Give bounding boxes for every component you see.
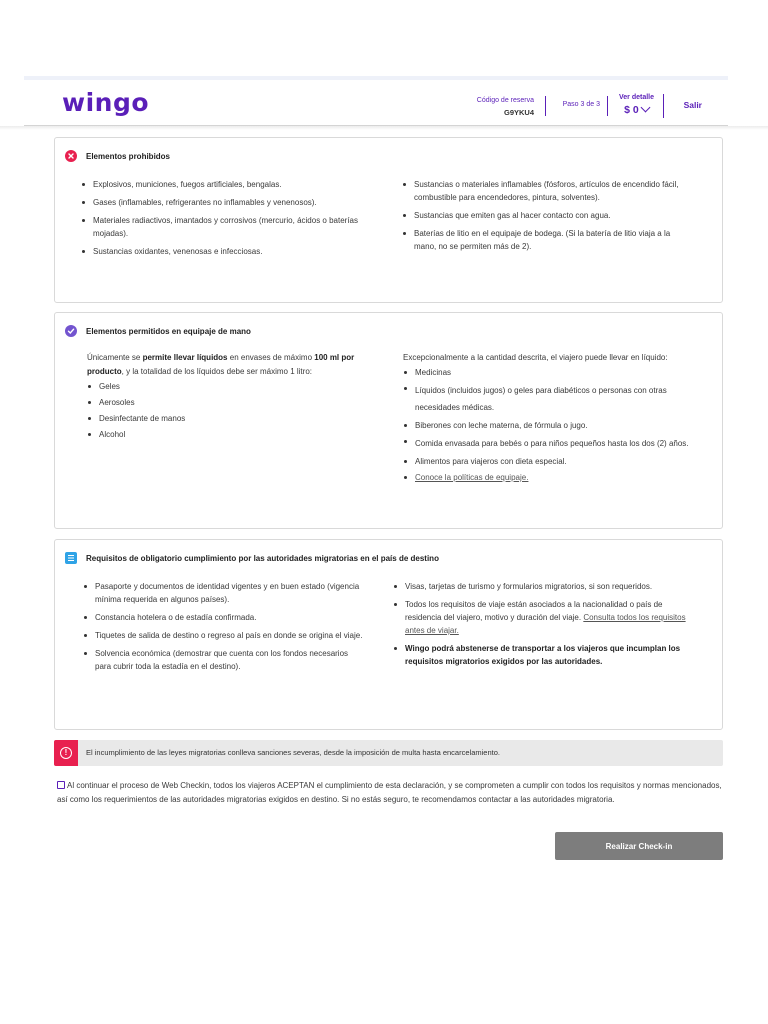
view-detail-button[interactable]	[619, 91, 654, 117]
list-item: Medicinas	[403, 366, 693, 379]
declaration	[57, 779, 723, 807]
list-item: Sustancias que emiten gas al hacer contacto con agua.	[402, 209, 692, 222]
prohibited-left-list	[81, 178, 371, 263]
booking-code-block	[477, 95, 534, 119]
luggage-policy-link[interactable]: Conoce la políticas de equipaje.	[415, 473, 529, 482]
close-circle-icon	[65, 150, 77, 162]
list-item: Todos los requisitos de viaje están asociados a la nacionalidad o país de residencia del viajero, motivo y duración del viaje. Consulta todos los requisitos antes de viajar.	[393, 598, 688, 637]
step-indicator: Paso 3 de 3	[562, 101, 600, 108]
separator	[607, 96, 608, 116]
booking-code: G9YKU4	[503, 108, 534, 117]
list-item: Sustancias oxidantes, venenosas e infecciosas.	[81, 245, 371, 258]
checkin-button[interactable]: Realizar Check-in	[555, 832, 723, 860]
accept-declaration-checkbox[interactable]	[57, 781, 65, 789]
allowed-left-column	[87, 351, 372, 444]
exceptions-intro: Excepcionalmente a la cantidad descrita, el viajero puede llevar en líquido:	[403, 353, 668, 362]
list-item: Alcohol	[87, 428, 372, 441]
alert-icon: !	[54, 740, 78, 766]
list-item: Biberones con leche materna, de fórmula o jugo.	[403, 419, 693, 432]
list-item: Comida envasada para bebés o para niños pequeños hasta los dos (2) años.	[403, 435, 693, 452]
card-title: Elementos permitidos en equipaje de mano	[86, 326, 251, 336]
list-item: Solvencia económica (demostrar que cuenta con los fondos necesarios para cubrir toda la estadía en el destino).	[83, 647, 365, 673]
list-icon	[65, 552, 77, 564]
card-header	[65, 325, 251, 337]
allowed-right-column	[403, 351, 693, 487]
migration-requirements-card	[54, 539, 723, 730]
requirements-link[interactable]: Consulta todos los requisitos antes de viajar.	[405, 613, 686, 635]
alert-text: El incumplimiento de las leyes migratorias conlleva sanciones severas, desde la imposición de multa hasta encarcelamiento.	[86, 748, 500, 757]
list-item: Constancia hotelera o de estadía confirmada.	[83, 611, 365, 624]
liquids-rule: Únicamente se permite llevar líquidos en envases de máximo 100 ml por producto, y la totalidad de los líquidos debe ser máximo 1 litro:	[87, 353, 355, 376]
list-item: Desinfectante de manos	[87, 412, 372, 425]
chevron-down-icon	[640, 103, 650, 113]
separator	[663, 94, 664, 118]
list-item: Explosivos, municiones, fuegos artificiales, bengalas.	[81, 178, 371, 191]
list-item: Baterías de litio en el equipaje de bodega. (Si la batería de litio viaja a la mano, no se permiten más de 2).	[402, 227, 692, 253]
card-title: Elementos prohibidos	[86, 151, 171, 161]
list-item: Aerosoles	[87, 396, 372, 409]
card-title: Requisitos de obligatorio cumplimiento por las autoridades migratorias en el país de destino	[86, 553, 439, 563]
prohibited-items-card	[54, 137, 723, 303]
view-detail-label: Ver detalle	[618, 94, 654, 101]
list-item: Líquidos (incluidos jugos) o geles para diabéticos o personas con otras necesidades médicas.	[403, 382, 693, 416]
list-item: Materiales radiactivos, imantados y corrosivos (mercurio, ácidos o baterías mojadas).	[81, 214, 371, 240]
header	[24, 80, 728, 126]
wingo-logo[interactable]: wingo	[62, 88, 150, 117]
exit-button[interactable]: Salir	[683, 100, 702, 110]
list-item	[403, 471, 693, 484]
list-item: Visas, tarjetas de turismo y formularios migratorios, si son requeridos.	[393, 580, 688, 593]
list-item: Wingo podrá abstenerse de transportar a los viajeros que incumplan los requisitos migratorios exigidos por las autoridades.	[393, 642, 688, 668]
list-item: Pasaporte y documentos de identidad vigentes y en buen estado (vigencia mínima requerida en algunos países).	[83, 580, 365, 606]
check-circle-icon	[65, 325, 77, 337]
booking-code-label: Código de reserva	[476, 97, 534, 104]
declaration-text: Al continuar el proceso de Web Checkin, todos los viajeros ACEPTAN el cumplimiento de esta declaración, y se comprometen a cumplir con todos los requisitos y normas mencionados, así como los requerimientos de las autoridades migratorias exigidos en destino. Si no estás seguro, te recomendamos contactar a las autoridades migratoria.	[57, 781, 722, 804]
total-amount: $ 0	[624, 104, 639, 116]
allowed-items-card	[54, 312, 723, 529]
list-item: Geles	[87, 380, 372, 393]
prohibited-right-list	[402, 178, 692, 258]
requirements-left-list	[83, 580, 365, 678]
header-shadow	[0, 126, 768, 130]
list-item: Sustancias o materiales inflamables (fósforos, artículos de encendido fácil, combustible para encendedores, pintura, solventes).	[402, 178, 692, 204]
requirements-right-list	[393, 580, 688, 673]
list-item: Alimentos para viajeros con dieta especial.	[403, 455, 693, 468]
separator	[545, 96, 546, 116]
list-item: Gases (inflamables, refrigerantes no inflamables y venenosos).	[81, 196, 371, 209]
list-item: Tiquetes de salida de destino o regreso al país en donde se origina el viaje.	[83, 629, 365, 642]
card-header	[65, 552, 439, 564]
sanctions-alert	[54, 740, 723, 766]
card-header	[65, 150, 170, 162]
